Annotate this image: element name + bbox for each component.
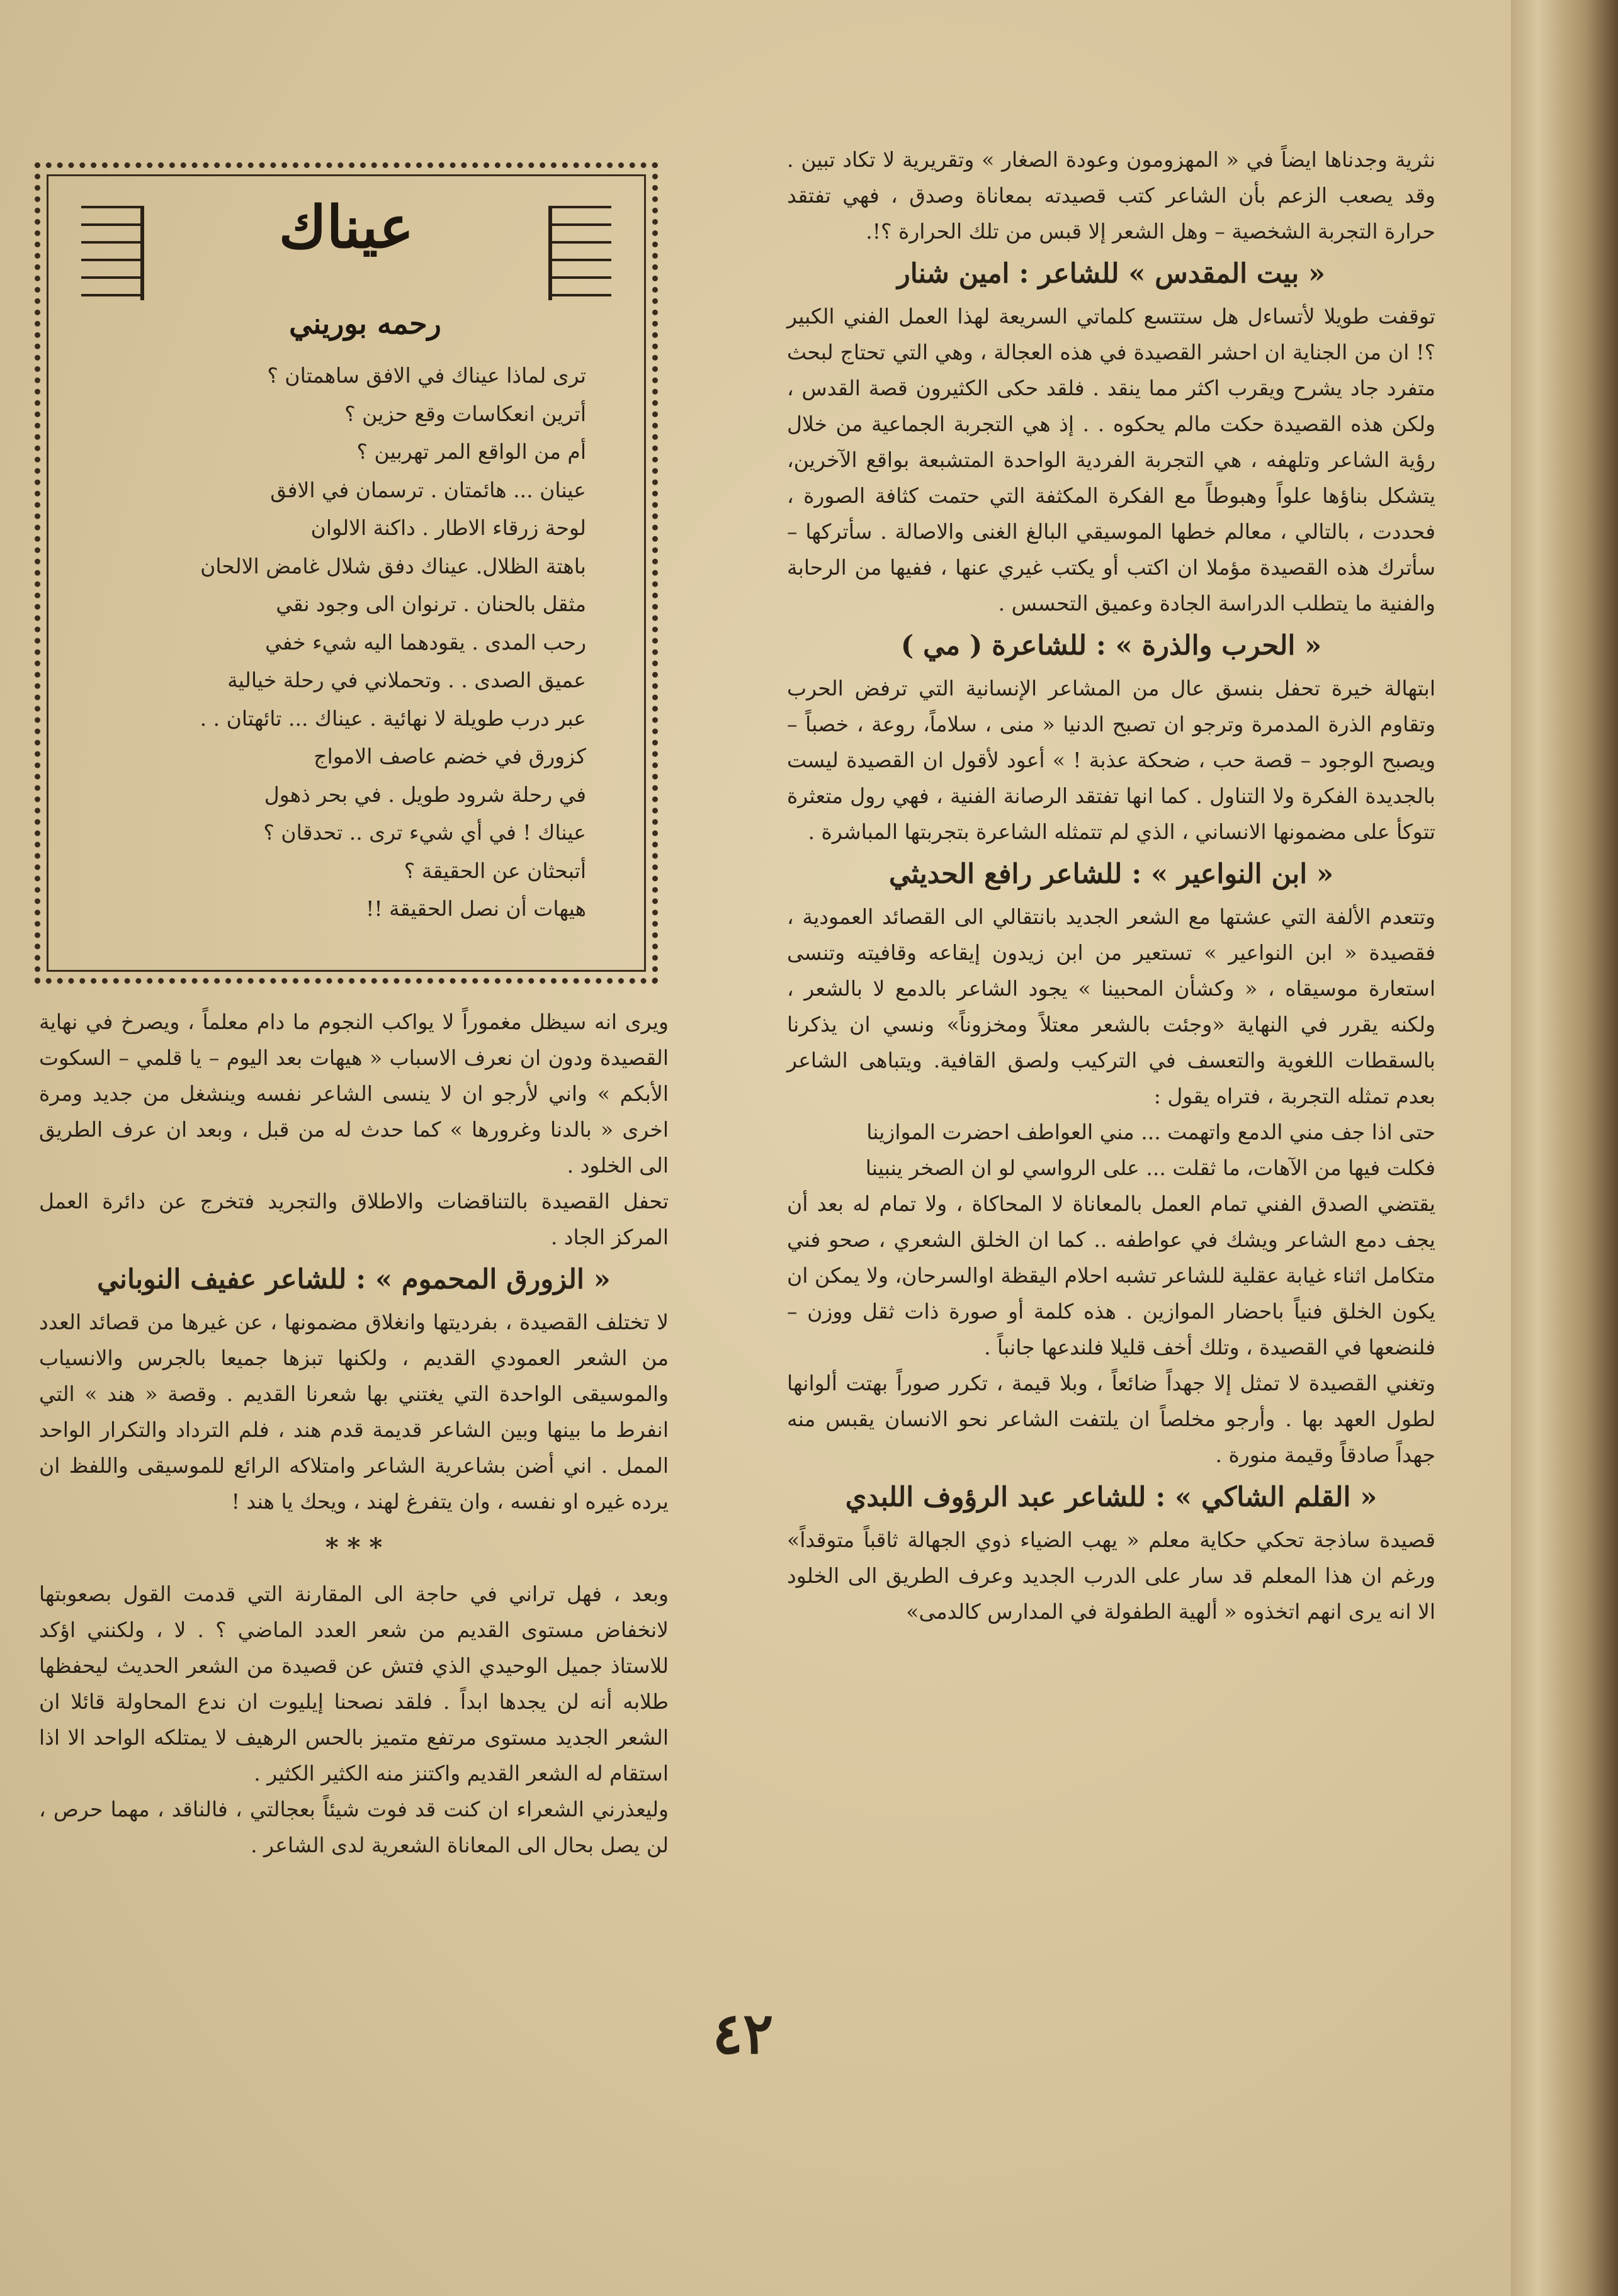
section-heading: « ابن النواعير » : للشاعر رافع الحديثي: [888, 858, 1334, 890]
page-binding-edge: [1511, 0, 1618, 2296]
poem-line: في رحلة شرود طويل . في بحر ذهول: [264, 782, 586, 807]
poem-line: لوحة زرقاء الاطار . داكنة الالوان: [310, 515, 586, 540]
paragraph: نثرية وجدناها ايضاً في « المهزومون وعودة الصغار » وتقريرية لا تكاد تبين . وقد يصعب الزعم بأن الشاعر كتب قصيدته بمعاناة وصدق ، فهي تفتقد حرارة التجربة الشخصية – وهل الشعر إلا قبس من تلك الحرارة ؟!.: [787, 147, 1435, 244]
poem-line: أتبحثان عن الحقيقة ؟: [404, 858, 586, 883]
poem-line: كزورق في خضم عاصف الامواج: [314, 744, 586, 768]
paragraph: يقتضي الصدق الفني تمام العمل بالمعاناة لا المحاكاة ، ولا تمام له بعد أن يجف دمع الشاعر ويشك في عواطفه .. كما ان الخلق الشعري ، صحو فني متكامل اثناء غيابة عقلية للشاعر تشبه احلام اليقظة اوالسرحان، ولا يمكن ان يكون الخلق فنياً باحضار الموازين . هذه كلمة أو صورة ذات ثقل ووزن – فلنضعها في القصيدة ، وتلك أخف قليلا فلندعها جانباً .: [787, 1191, 1435, 1359]
poem-line: باهتة الظلال. عيناك دفق شلال غامض الالحان: [200, 553, 586, 578]
page-number: ٤٢: [712, 2000, 774, 2067]
poem-author: رحمه بوريني: [289, 307, 441, 340]
section-heading: « الزورق المحموم » : للشاعر عفيف النوباني: [97, 1264, 611, 1295]
section-heading: « الحرب والذرة » : للشاعرة ( مي ): [900, 630, 1322, 661]
poem-lines: [84, 357, 586, 928]
section-heading: « بيت المقدس » للشاعر : امين شنار: [897, 258, 1326, 290]
paragraph: وتتعدم الألفة التي عشتها مع الشعر الجديد بانتقالي الى القصائد العمودية ، فقصيدة « ابن النواعير » تستعير من ابن زيدون إيقاعه وقافيته وتنسى استعارة موسيقاه ، « وكشأن المحبينا » يجود الشاعر بالدمع لا بالشعر ، ولكنه يقرر في النهاية «وجئت بالشعر معتلاً ومخزوناً» ونسي ان يذكرنا بالسقطات اللغوية والتعسف في التركيب ولصق القافية. ويتباهى الشاعر بعدم تمثله التجربة ، فتراه يقول :: [787, 904, 1435, 1108]
left-column: [39, 1004, 669, 1863]
paragraph: ويرى انه سيظل مغموراً لا يواكب النجوم ما دام معلماً ، ويصرخ في نهاية القصيدة ودون ان نعرف الاسباب « هيهات بعد اليوم – يا قلمي – السكوت الأبكم » واني لأرجو ان لا ينسى الشاعر نفسه وينشغل من جديد ومرة اخرى « بالدنا وغرورها » كما حدث له من قبل ، وبعد ان عرف الطريق الى الخلود .: [39, 1010, 669, 1178]
poem-line: أترين انعكاسات وقع حزين ؟: [344, 401, 586, 426]
right-column: [787, 142, 1435, 1629]
paragraph: تحفل القصيدة بالتناقضات والاطلاق والتجريد فتخرج عن دائرة العمل المركز الجاد .: [39, 1189, 669, 1249]
paragraph: لا تختلف القصيدة ، بفرديتها وانغلاق مضمونها ، عن غيرها من قصائد العدد من الشعر العمودي القديم ، ولكنها تبزها جميعا بالجرس والانسياب والموسيقى الواحدة التي يغتني بها شعرنا القديم . وقصة « هند » التي انفرط ما بينها وبين الشاعر قديمة قدم هند ، فلم الترداد والتكرار الواحد الممل . اني أضن بشاعرية الشاعر وامتلاكه الرائع للموسيقى واللفظ ان يرده غيره او نفسه ، وان يتفرغ لهند ، ويحك يا هند !: [39, 1310, 669, 1514]
paragraph: قصيدة ساذجة تحكي حكاية معلم « يهب الضياء ذوي الجهالة ثاقباً متوقداً» ورغم ان هذا المعلم قد سار على الدرب الجديد وعرف الطريق الى الخلود الا انه يرى انهم اتخذوه « ألهية الطفولة في المدارس كالدمى»: [787, 1528, 1435, 1624]
ornament-right-icon: [548, 206, 611, 300]
poem-box: [35, 162, 658, 984]
poem-line: مثقل بالحنان . ترنوان الى وجود نقي: [276, 592, 586, 616]
poem-line: هيهات أن نصل الحقيقة !!: [366, 896, 586, 921]
section-heading: « القلم الشاكي » : للشاعر عبد الرؤوف اللبدي: [845, 1482, 1378, 1513]
paragraph: وليعذرني الشعراء ان كنت قد فوت شيئاً بعجالتي ، فالناقد ، مهما حرص ، لن يصل بحال الى المعاناة الشعرية لدى الشاعر .: [39, 1797, 669, 1857]
poem-line: أم من الواقع المر تهربين ؟: [356, 439, 586, 464]
poem-line: عبر درب طويلة لا نهائية . عيناك ... تائهتان . .: [200, 706, 586, 731]
poem-line: عينان ... هائمتان . ترسمان في الافق: [270, 477, 586, 502]
poem-line: عيناك ! في أي شيء ترى .. تحدقان ؟: [263, 820, 586, 845]
poem-title: عيناك: [278, 193, 414, 261]
paragraph: وتغني القصيدة لا تمثل إلا جهداً ضائعاً ، وبلا قيمة ، تكرر صوراً بهتت ألوانها لطول العهد بها . وأرجو مخلصاً ان يلتفت الشاعر نحو الانسان يقبس منه جهداً صادقاً وقيمة منورة .: [787, 1371, 1435, 1467]
section-divider: * * *: [325, 1533, 383, 1562]
poem-line: رحب المدى . يقودهما اليه شيء خفي: [265, 629, 586, 655]
poem-line: عميق الصدى . . وتحملاني في رحلة خيالية: [227, 668, 586, 692]
paragraph: فكلت فيها من الآهات، ما ثقلت ... على الرواسي لو ان الصخر ينبينا: [865, 1156, 1435, 1180]
paragraph: توقفت طويلا لأتساءل هل ستتسع كلماتي السريعة لهذا العمل الفني الكبير ؟! ان من الجناية ان احشر القصيدة في هذه العجالة ، وهي التي تحتاج لبحث متفرد جاد يشرح ويقرب اكثر مما ينقد . فلقد حكى الكثيرون قصة القدس ، ولكن هذه القصيدة حكت مالم يحكوه . . إذ هي التجربة الجماعية من خلال رؤية الشاعر وتلهفه ، هي التجربة الفردية الواحدة المتشبعة بواقع الآخرين، يتشكل بناؤها علواً وهبوطاً مع الفكرة المكثفة التي حتمت كثافة الصورة ، فحددت ، بالتالي ، معالم خطها الموسيقي البالغ الغنى والاصالة . سأتركها – سأترك هذه القصيدة مؤملا ان اكتب أو يكتب غيري عنها ، ففيها من الرحابة والفنية ما يتطلب الدراسة الجادة وعميق التحسس .: [787, 304, 1435, 616]
paragraph: ابتهالة خيرة تحفل بنسق عال من المشاعر الإنسانية التي ترفض الحرب وتقاوم الذرة المدمرة وترجو ان تصبح الدنيا « منى ، سلاماً، روعة ، خصباً – ويصبح الوجود – قصة حب ، ضحكة عذبة ! » أعود لأقول ان القصيدة ليست بالجديدة الفكرة ولا التناول . كما انها تفتقد الرصانة الفنية ، فهي رول متعثرة تتوكأ على مضمونها الانساني ، الذي لم تتمثله الشاعرة بتجربتها المباشرة .: [787, 676, 1435, 844]
poem-line: ترى لماذا عيناك في الافق ساهمتان ؟: [267, 363, 586, 388]
paragraph: حتى اذا جف مني الدمع واتهمت ... مني العواطف احضرت الموازينا: [866, 1120, 1435, 1144]
paragraph: وبعد ، فهل تراني في حاجة الى المقارنة التي قدمت القول بصعوبتها لانخفاض مستوى القديم من شعر العدد الماضي ؟ . لا ، ولكنني اؤكد للاستاذ جميل الوحيدي الذي فتش عن قصيدة من الشعر الحديث ليحفظها طلابه أنه لن يجدها ابداً . فلقد نصحنا إيليوت ان ندع المحاولة قائلا ان الشعر الجديد مستوى مرتفع متميز بالحس الرهيف لا يمتلكه الواحد الا اذا استقام له الشعر القديم واكتنز منه الكثير الكثير .: [39, 1582, 669, 1786]
ornament-left-icon: [81, 206, 144, 300]
